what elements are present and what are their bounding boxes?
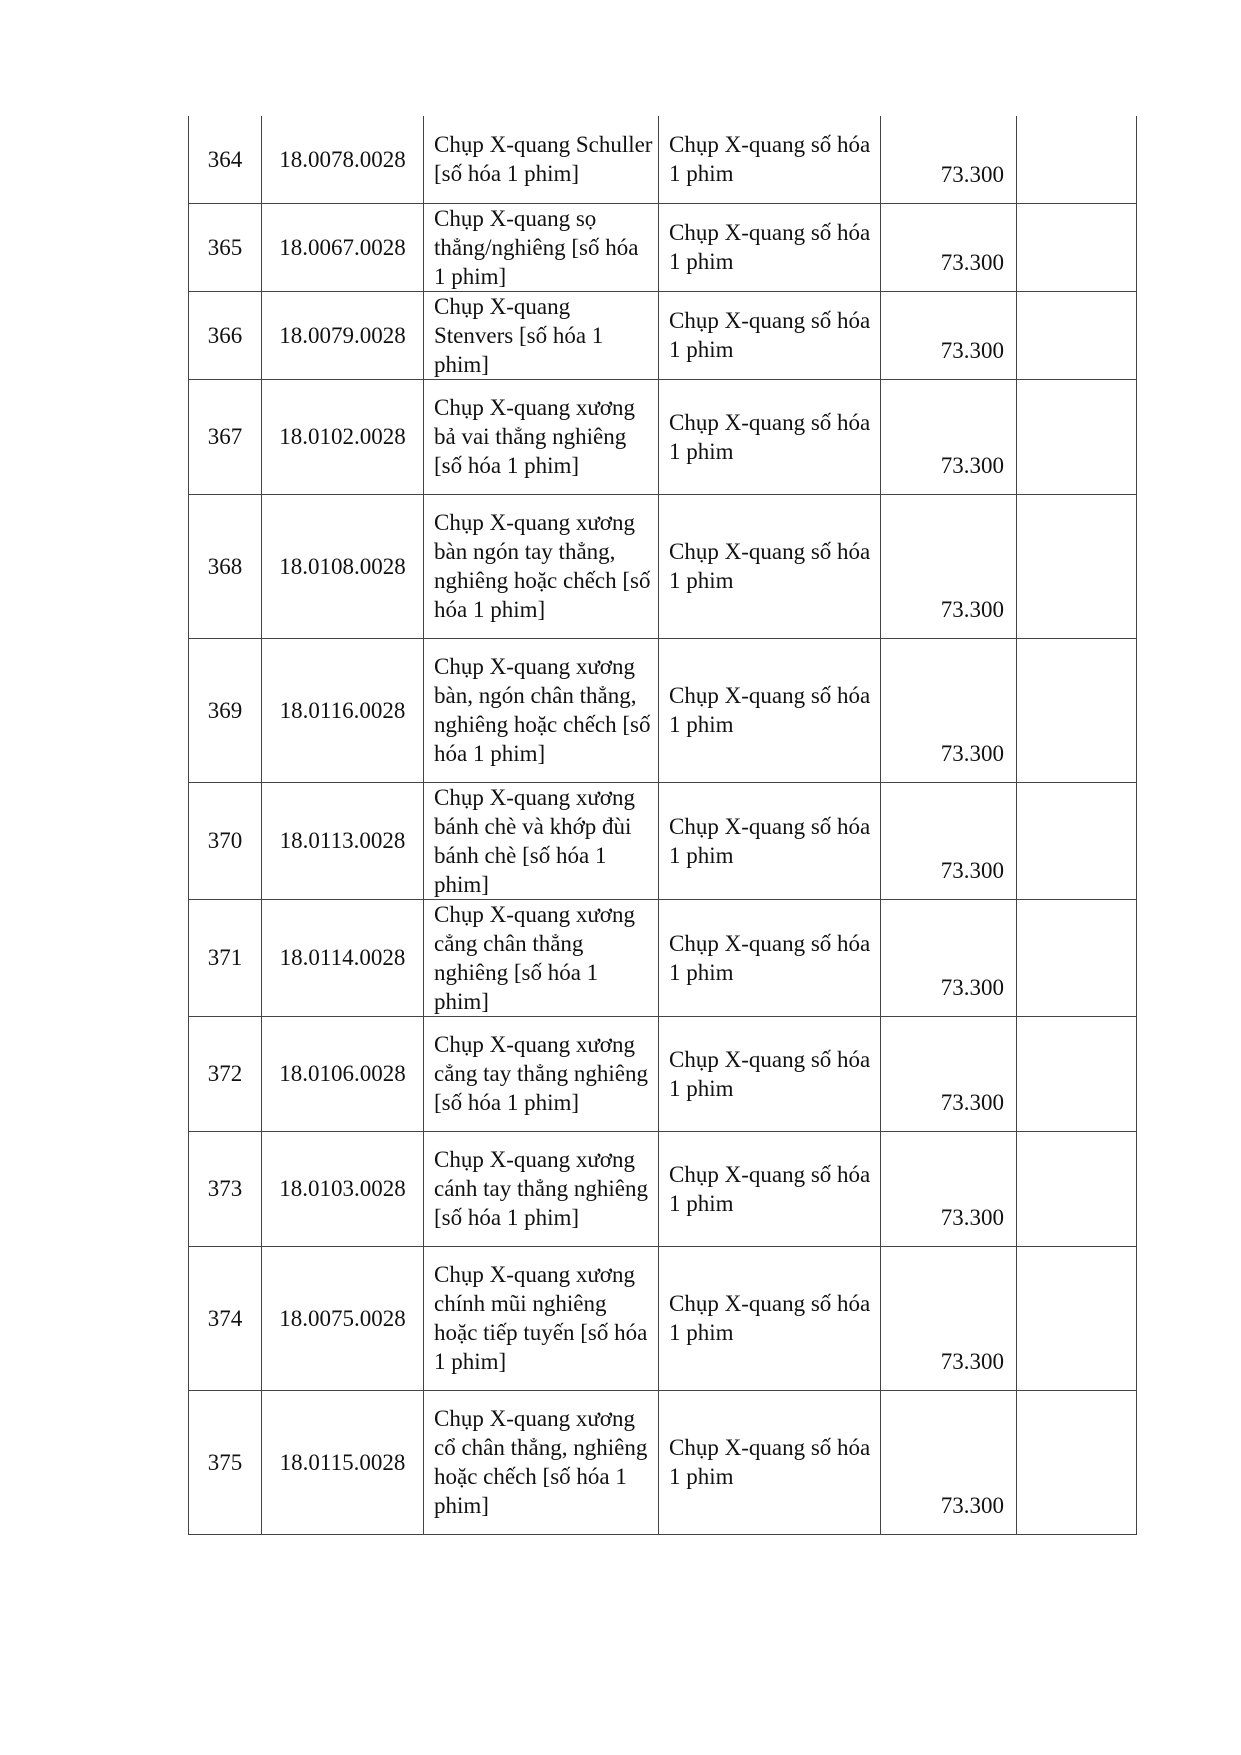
service-price: 73.300 xyxy=(881,638,1017,782)
service-note xyxy=(1017,203,1137,291)
service-note xyxy=(1017,379,1137,494)
row-number: 372 xyxy=(189,1016,262,1131)
service-note xyxy=(1017,899,1137,1016)
service-name: Chụp X-quang xương cánh tay thẳng nghiêng [số hóa 1 phim] xyxy=(424,1131,659,1246)
service-code: 18.0102.0028 xyxy=(262,379,424,494)
service-price: 73.300 xyxy=(881,291,1017,379)
table-row xyxy=(189,379,1137,494)
row-number: 367 xyxy=(189,379,262,494)
service-group: Chụp X-quang số hóa 1 phim xyxy=(659,116,881,203)
service-name: Chụp X-quang xương cẳng chân thẳng nghiêng [số hóa 1 phim] xyxy=(424,899,659,1016)
service-price: 73.300 xyxy=(881,1016,1017,1131)
service-group: Chụp X-quang số hóa 1 phim xyxy=(659,494,881,638)
row-number: 364 xyxy=(189,116,262,203)
service-price: 73.300 xyxy=(881,899,1017,1016)
table-row xyxy=(189,1390,1137,1534)
row-number: 375 xyxy=(189,1390,262,1534)
service-code: 18.0106.0028 xyxy=(262,1016,424,1131)
service-price: 73.300 xyxy=(881,203,1017,291)
row-number: 373 xyxy=(189,1131,262,1246)
table-row xyxy=(189,203,1137,291)
price-table xyxy=(188,116,1137,1535)
row-number: 366 xyxy=(189,291,262,379)
row-number: 371 xyxy=(189,899,262,1016)
table-row xyxy=(189,899,1137,1016)
service-note xyxy=(1017,116,1137,203)
service-code: 18.0115.0028 xyxy=(262,1390,424,1534)
service-group: Chụp X-quang số hóa 1 phim xyxy=(659,1390,881,1534)
service-code: 18.0114.0028 xyxy=(262,899,424,1016)
row-number: 370 xyxy=(189,782,262,899)
service-code: 18.0113.0028 xyxy=(262,782,424,899)
table-row xyxy=(189,1246,1137,1390)
row-number: 374 xyxy=(189,1246,262,1390)
service-code: 18.0075.0028 xyxy=(262,1246,424,1390)
service-note xyxy=(1017,638,1137,782)
service-note xyxy=(1017,1016,1137,1131)
service-name: Chụp X-quang xương bánh chè và khớp đùi bánh chè [số hóa 1 phim] xyxy=(424,782,659,899)
service-name: Chụp X-quang Schuller [số hóa 1 phim] xyxy=(424,116,659,203)
service-price: 73.300 xyxy=(881,379,1017,494)
table-row xyxy=(189,494,1137,638)
service-price: 73.300 xyxy=(881,1131,1017,1246)
service-group: Chụp X-quang số hóa 1 phim xyxy=(659,899,881,1016)
service-code: 18.0078.0028 xyxy=(262,116,424,203)
service-group: Chụp X-quang số hóa 1 phim xyxy=(659,1131,881,1246)
service-code: 18.0108.0028 xyxy=(262,494,424,638)
table-row xyxy=(189,1131,1137,1246)
service-code: 18.0079.0028 xyxy=(262,291,424,379)
service-name: Chụp X-quang xương cổ chân thẳng, nghiêng hoặc chếch [số hóa 1 phim] xyxy=(424,1390,659,1534)
table-row xyxy=(189,1016,1137,1131)
table-row xyxy=(189,782,1137,899)
service-note xyxy=(1017,494,1137,638)
row-number: 365 xyxy=(189,203,262,291)
service-price: 73.300 xyxy=(881,1246,1017,1390)
service-note xyxy=(1017,1390,1137,1534)
row-number: 368 xyxy=(189,494,262,638)
service-group: Chụp X-quang số hóa 1 phim xyxy=(659,1246,881,1390)
service-group: Chụp X-quang số hóa 1 phim xyxy=(659,291,881,379)
service-name: Chụp X-quang xương chính mũi nghiêng hoặc tiếp tuyến [số hóa 1 phim] xyxy=(424,1246,659,1390)
service-price: 73.300 xyxy=(881,494,1017,638)
service-group: Chụp X-quang số hóa 1 phim xyxy=(659,1016,881,1131)
service-note xyxy=(1017,291,1137,379)
service-note xyxy=(1017,782,1137,899)
service-price: 73.300 xyxy=(881,782,1017,899)
service-note xyxy=(1017,1246,1137,1390)
table-row xyxy=(189,638,1137,782)
service-price: 73.300 xyxy=(881,1390,1017,1534)
service-name: Chụp X-quang xương bả vai thẳng nghiêng [số hóa 1 phim] xyxy=(424,379,659,494)
service-price: 73.300 xyxy=(881,116,1017,203)
service-name: Chụp X-quang Stenvers [số hóa 1 phim] xyxy=(424,291,659,379)
service-name: Chụp X-quang xương cẳng tay thẳng nghiêng [số hóa 1 phim] xyxy=(424,1016,659,1131)
service-group: Chụp X-quang số hóa 1 phim xyxy=(659,638,881,782)
service-group: Chụp X-quang số hóa 1 phim xyxy=(659,782,881,899)
service-code: 18.0067.0028 xyxy=(262,203,424,291)
table-row xyxy=(189,291,1137,379)
row-number: 369 xyxy=(189,638,262,782)
service-group: Chụp X-quang số hóa 1 phim xyxy=(659,203,881,291)
table-row xyxy=(189,116,1137,203)
service-code: 18.0116.0028 xyxy=(262,638,424,782)
service-note xyxy=(1017,1131,1137,1246)
service-name: Chụp X-quang xương bàn, ngón chân thẳng, nghiêng hoặc chếch [số hóa 1 phim] xyxy=(424,638,659,782)
service-name: Chụp X-quang xương bàn ngón tay thẳng, nghiêng hoặc chếch [số hóa 1 phim] xyxy=(424,494,659,638)
service-code: 18.0103.0028 xyxy=(262,1131,424,1246)
service-name: Chụp X-quang sọ thẳng/nghiêng [số hóa 1 phim] xyxy=(424,203,659,291)
service-group: Chụp X-quang số hóa 1 phim xyxy=(659,379,881,494)
